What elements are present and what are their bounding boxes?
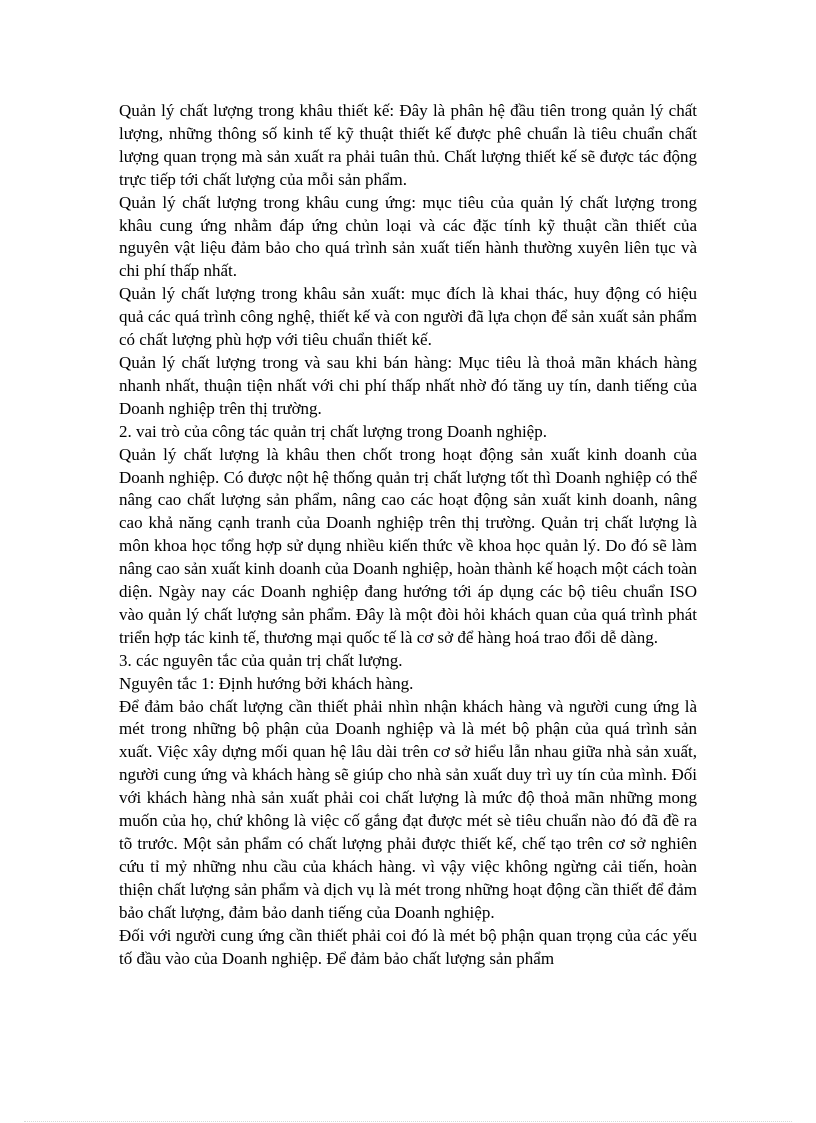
section-heading-principles: 3. các nguyên tắc của quản trị chất lượng.: [119, 650, 403, 670]
paragraph-after-sales-quality: Quản lý chất lượng trong và sau khi bán hàng: Mục tiêu là thoả mãn khách hàng nhanh nhất, thuận tiện nhất với chi phí thấp nhất nhờ đó tăng uy tín, danh tiếng của Doanh nghiệp trên thị trường.: [119, 352, 697, 418]
page-bottom-divider: [24, 1121, 792, 1122]
document-body: [119, 100, 697, 970]
paragraph-role: Quản lý chất lượng là khâu then chốt trong hoạt động sản xuất kinh doanh của Doanh nghiệp. Có được nột hệ thống quản trị chất lượng tốt thì Doanh nghiệp có thể nâng cao chất lượng sản phẩm, nâng cao các hoạt động sản xuất kinh doanh, nâng cao khả năng cạnh tranh của Doanh nghiệp trên thị trường. Quản trị chất lượng là môn khoa học tổng hợp sử dụng nhiều kiến thức về khoa học quản lý. Do đó sẽ làm nâng cao sản xuất kinh doanh của Doanh nghiệp, hoàn thành kế hoạch một cách toàn diện. Ngày nay các Doanh nghiệp đang hướng tới áp dụng các bộ tiêu chuẩn ISO vào quản lý chất lượng sản phẩm. Đây là một đòi hỏi khách quan của quá trình phát triển hợp tác kinh tế, thương mại quốc tế là cơ sở để hàng hoá trao đổi dễ dàng.: [119, 444, 697, 647]
paragraph-production-quality: Quản lý chất lượng trong khâu sản xuất: mục đích là khai thác, huy động có hiệu quả các quá trình công nghệ, thiết kế và con người đã lựa chọn để sản xuất sản phẩm có chất lượng phù hợp với tiêu chuẩn thiết kế.: [119, 284, 697, 350]
paragraph-suppliers: Đối với người cung ứng cần thiết phải coi đó là mét bộ phận quan trọng của các yếu tố đầu vào của Doanh nghiệp. Để đảm bảo chất lượng sản phẩm: [119, 925, 697, 968]
paragraph-supply-quality: Quản lý chất lượng trong khâu cung ứng: mục tiêu của quản lý chất lượng trong khâu cung ứng nhằm đáp ứng chủn loại và các đặc tính kỹ thuật cần thiết của nguyên vật liệu đảm bảo cho quá trình sản xuất tiến hành thường xuyên liên tục và chi phí thấp nhất.: [119, 192, 697, 281]
principle-heading-1: Nguyên tắc 1: Định hướng bởi khách hàng.: [119, 673, 414, 693]
paragraph-customer-orientation: Để đảm bảo chất lượng cần thiết phải nhìn nhận khách hàng và người cung ứng là mét trong những bộ phận của Doanh nghiệp và là mét bộ phận của quá trình sản xuất. Việc xây dựng mối quan hệ lâu dài trên cơ sở hiểu lẫn nhau giữa nhà sản xuất, người cung ứng và khách hàng sẽ giúp cho nhà sản xuất duy trì uy tín của mình. Đối với khách hàng nhà sản xuất phải coi chất lượng là mức độ thoả mãn những mong muốn của họ, chứ không là việc cố gắng đạt được mét sè tiêu chuẩn nào đó đã đề ra tõ trước. Một sản phẩm có chất lượng phải được thiết kế, chế tạo trên cơ sở nghiên cứu tỉ mỷ những nhu cầu của khách hàng. vì vậy việc không ngừng cải tiến, hoàn thiện chất lượng sản phẩm và dịch vụ là mét trong những hoạt động cần thiết để đảm bảo chất lượng, đảm bảo danh tiếng của Doanh nghiệp.: [119, 696, 697, 922]
paragraph-design-quality: Quản lý chất lượng trong khâu thiết kế: Đây là phân hệ đầu tiên trong quản lý chất lượng, những thông số kinh tế kỹ thuật thiết kế được phê chuẩn là tiêu chuẩn chất lượng quan trọng mà sản xuất ra phải tuân thủ. Chất lượng thiết kế sẽ được tác động trực tiếp tới chất lượng của mỗi sản phẩm.: [119, 101, 697, 189]
section-heading-role: 2. vai trò của công tác quản trị chất lượng trong Doanh nghiệp.: [119, 421, 547, 441]
